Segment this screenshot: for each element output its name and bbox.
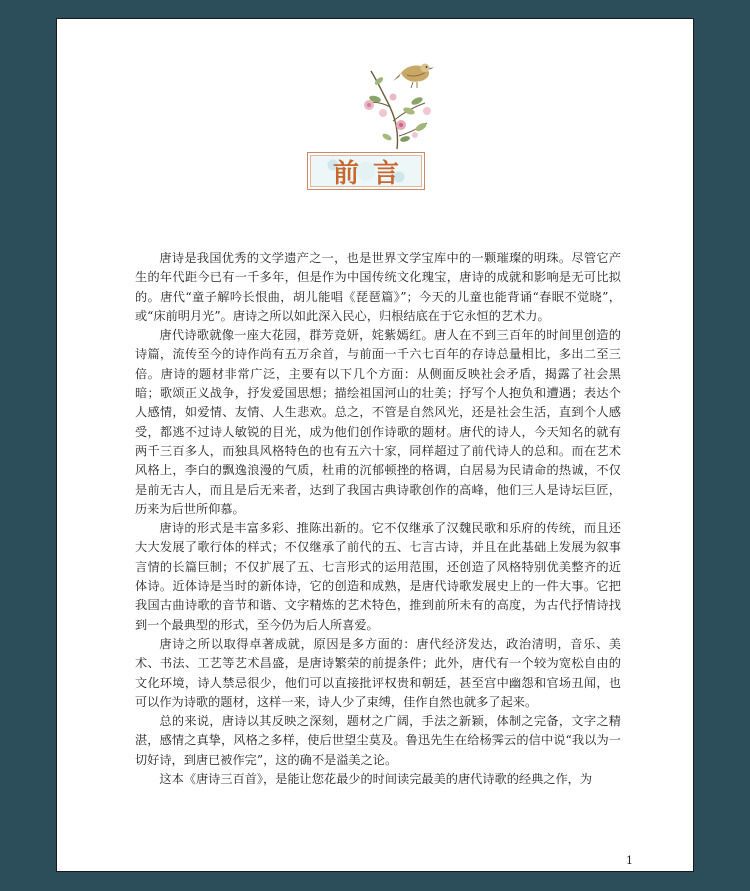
- preface-body: [135, 249, 621, 789]
- title-background: [310, 155, 422, 187]
- document-page: [56, 18, 694, 872]
- paragraph: 这本《唐诗三百首》，是能让您花最少的时间读完最美的唐代诗歌的经典之作，为: [159, 772, 593, 787]
- page-number: 1: [626, 854, 633, 867]
- paragraph: 唐诗的形式是丰富多彩、推陈出新的。它不仅继承了汉魏民歌和乐府的传统，而且还大大发展了歌行体的样式；不仅继承了前代的五、七言古诗，并且在此基础上发展为叙事言情的长篇巨制；不仅扩展了五、七言形式的运用范围，还创造了风格特别优美整齐的近体诗。近体诗是当时的新体诗，它的创造和成熟，是唐代诗歌发展史上的一件大事。它把我国古曲诗歌的音节和谐、文字精炼的艺术特色，推到前所未有的高度，为古代抒情诗找到一个最典型的形式，至今仍为后人所喜爱。: [135, 521, 621, 632]
- title-frame: [307, 152, 425, 190]
- paragraph: 唐诗之所以取得卓著成就，原因是多方面的：唐代经济发达，政治清明，音乐、美术、书法、工艺等艺术昌盛，是唐诗繁荣的前提条件；此外，唐代有一个较为宽松自由的文化环境，诗人禁忌很少，他们可以直接批评权贵和朝廷，甚至宫中幽怨和官场丑闻，也可以作为诗歌的题材，这样一来，诗人少了束缚，佳作自然也就多了起来。: [135, 636, 621, 709]
- bird-on-flowering-branch-icon: [357, 41, 437, 151]
- paragraph: 总的来说，唐诗以其反映之深刻，题材之广阔，手法之新颖，体制之完备，文字之精湛，感情之真挚，风格之多样，使后世望尘莫及。鲁迅先生在给杨霁云的信中说“我以为一切好诗，到唐已被作完”，这的确不是溢美之论。: [135, 714, 621, 767]
- paragraph: 唐诗是我国优秀的文学遗产之一，也是世界文学宝库中的一颗璀璨的明珠。尽管它产生的年代距今已有一千多年，但是作为中国传统文化瑰宝，唐诗的成就和影响是无可比拟的。唐代“童子解吟长恨曲，胡儿能唱《琵琶篇》”；今天的儿童也能背诵“春眠不觉晓”，或“床前明月光”。唐诗之所以如此深入民心，归根结底在于它永恒的艺术力。: [135, 251, 621, 323]
- page-title: 前言: [332, 158, 413, 189]
- paragraph: 唐代诗歌就像一座大花园，群芳竞妍，姹紫嫣红。唐人在不到三百年的时间里创造的诗篇，流传至今的诗作尚有五万余首，与前面一千六七百年的存诗总量相比，多出二至三倍。唐诗的题材非常广泛，主要有以下几个方面：从侧面反映社会矛盾，揭露了社会黑暗；歌颂正义战争，抒发爱国思想；描绘祖国河山的壮美；抒写个人抱负和遭遇；表达个人感情，如爱情、友情、人生悲欢。总之，不管是自然风光，还是社会生活，直到个人感受，都逃不过诗人敏锐的目光，成为他们创作诗歌的题材。唐代的诗人，今天知名的就有两千三百多人，而独具风格特色的也有五六十家，同样超过了前代诗人的总和。而在艺术风格上，李白的飘逸浪漫的气质，杜甫的沉郁顿挫的格调，白居易为民请命的热诚，不仅是前无古人，而且是后无来者，达到了我国古典诗歌创作的高峰，他们三人是诗坛巨匠，历来为后世所仰慕。: [135, 328, 621, 516]
